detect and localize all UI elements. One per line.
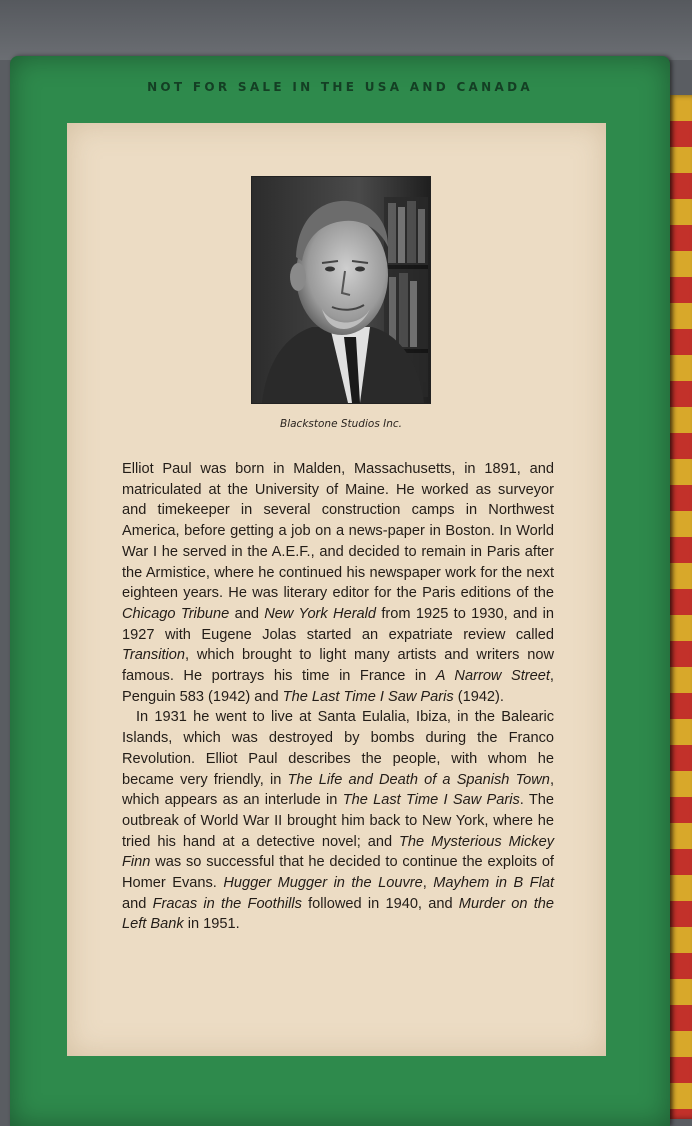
bio-panel [67, 123, 606, 1056]
book-title-text: The Life and Death of a Spanish Town [287, 771, 550, 788]
book-title-text: Transition [122, 647, 185, 664]
bio-text: (1942). [453, 688, 504, 705]
author-biography [122, 459, 554, 935]
author-portrait-image [252, 177, 430, 403]
book-title-text: Mayhem in B Flat [433, 875, 555, 892]
sale-restriction-banner: NOT FOR SALE IN THE USA AND CANADA [147, 80, 533, 94]
bio-text: was so successful that he decided to continue the exploits of Homer Evans. [122, 854, 554, 892]
book-back-cover [10, 56, 670, 1126]
bio-text: , Penguin 583 (1942) and [122, 668, 554, 705]
bio-text: , which appears as an interlude in [122, 771, 554, 809]
book-title-text: The Last Time I Saw Paris [282, 688, 454, 705]
bio-text: in 1951. [183, 916, 240, 933]
adjacent-book-edge [668, 95, 692, 1119]
book-title-text: The Mysterious Mickey Finn [122, 833, 554, 871]
photo-credit-caption: Blackstone Studios Inc. [280, 418, 402, 430]
book-title-text: A Narrow Street [435, 668, 550, 685]
bio-text: In 1931 he went to live at Santa Eulalia, Ibiza, in the Balearic Islands, which was destroyed by bombs during the Franco Revolution. Elliot Paul describes the people, with whom he became very friendly, in [122, 709, 554, 788]
book-title-text: Fracas in the Foothills [152, 895, 302, 912]
bio-text: and [122, 895, 153, 912]
book-title-text: Chicago Tribune [122, 605, 230, 622]
book-title-text: The Last Time I Saw Paris [342, 792, 520, 809]
bio-text: followed in 1940, and [301, 895, 459, 912]
book-title-text: New York Herald [264, 605, 377, 622]
bio-text: . The outbreak of World War II brought him back to New York, where he tried his hand at a detective novel; and [122, 792, 554, 850]
background-shadow [0, 0, 692, 60]
book-title-text: Murder on the Left Bank [122, 895, 555, 933]
bio-text: and [229, 605, 265, 622]
bio-text: Elliot Paul was born in Malden, Massachusetts, in 1891, and matriculated at the University of Maine. He worked as surveyor and timekeeper in several construction camps in Northwest America, before getting a job on a news-paper in Boston. In World War I he served in the A.E.F., and decided to remain in Paris after the Armistice, where he continued his newspaper work for the next eighteen years. He was literary editor for the Paris editions of the [122, 461, 554, 602]
bio-text: , [422, 875, 434, 892]
author-portrait [251, 176, 431, 404]
bio-text: from 1925 to 1930, and in 1927 with Eugene Jolas started an expatriate review called [122, 605, 554, 643]
book-title-text: Hugger Mugger in the Louvre [223, 875, 423, 892]
bio-paragraph-1 [122, 459, 554, 707]
bio-paragraph-2 [122, 707, 554, 935]
bio-text: , which brought to light many artists and writers now famous. He portrays his time in France in [122, 647, 554, 685]
